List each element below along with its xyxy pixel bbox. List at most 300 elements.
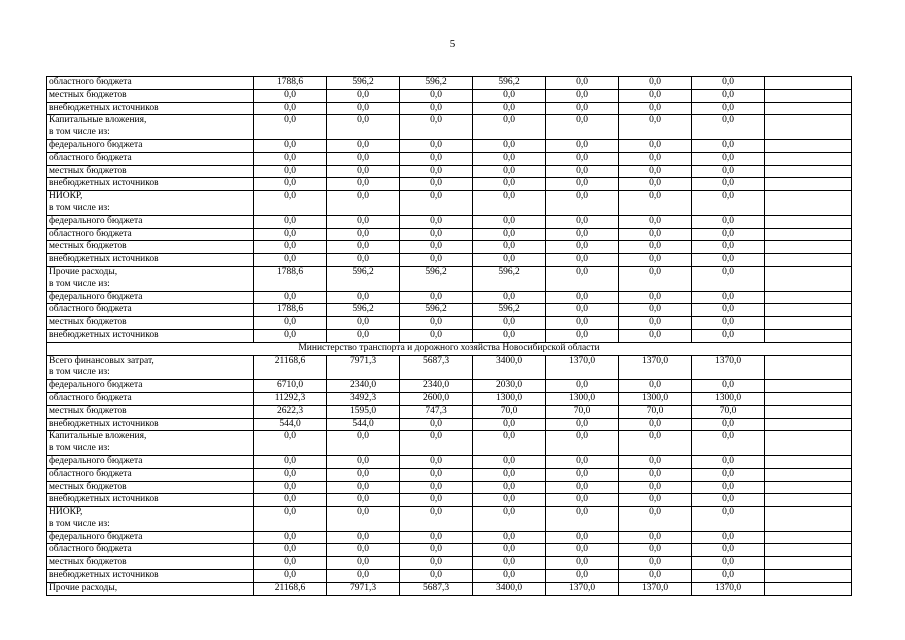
empty-cell [765,355,852,367]
group-header-row [47,115,852,127]
value-cell: 1788,6 [254,77,327,90]
row-sublabel: в том числе из: [47,367,254,379]
value-cell: 0,0 [400,215,473,228]
value-cell: 70,0 [546,405,619,418]
value-cell: 0,0 [546,468,619,481]
value-cell: 0,0 [327,455,400,468]
value-cell: 0,0 [692,468,765,481]
empty-cell [473,367,546,379]
value-cell: 5687,3 [400,355,473,367]
empty-cell [765,191,852,203]
table-body [47,77,852,596]
row-sublabel: в том числе из: [47,127,254,139]
value-cell: 0,0 [473,531,546,544]
value-cell: 596,2 [327,77,400,90]
empty-cell [400,127,473,139]
row-label: НИОКР, [47,191,254,203]
value-cell: 1300,0 [473,392,546,405]
table-row [47,241,852,254]
value-cell: 0,0 [254,89,327,102]
empty-cell [765,329,852,342]
table-row [47,481,852,494]
value-cell: 596,2 [400,77,473,90]
value-cell: 1370,0 [692,355,765,367]
empty-cell [765,77,852,90]
empty-cell [619,443,692,455]
value-cell: 0,0 [546,191,619,203]
row-label: федерального бюджета [47,380,254,393]
row-sublabel: в том числе из: [47,203,254,215]
value-cell: 5687,3 [400,582,473,595]
value-cell: 0,0 [400,115,473,127]
value-cell: 0,0 [254,165,327,178]
value-cell: 0,0 [619,494,692,507]
empty-cell [765,481,852,494]
table-row [47,291,852,304]
value-cell: 0,0 [692,531,765,544]
empty-cell [254,127,327,139]
empty-cell [765,519,852,531]
value-cell: 0,0 [546,266,619,278]
value-cell: 0,0 [619,317,692,330]
value-cell: 0,0 [473,317,546,330]
value-cell: 0,0 [546,165,619,178]
empty-cell [619,519,692,531]
empty-cell [473,279,546,291]
value-cell: 0,0 [327,570,400,583]
budget-table [46,76,852,596]
value-cell: 0,0 [254,544,327,557]
value-cell: 596,2 [400,266,473,278]
empty-cell [692,367,765,379]
row-sublabel: в том числе из: [47,519,254,531]
row-label: федерального бюджета [47,215,254,228]
value-cell: 1370,0 [546,582,619,595]
value-cell: 0,0 [546,89,619,102]
empty-cell [765,115,852,127]
value-cell: 0,0 [692,544,765,557]
value-cell: 0,0 [327,481,400,494]
value-cell: 596,2 [473,266,546,278]
value-cell: 0,0 [692,228,765,241]
value-cell: 3400,0 [473,355,546,367]
value-cell: 0,0 [546,115,619,127]
value-cell: 0,0 [546,102,619,115]
value-cell: 544,0 [327,418,400,431]
value-cell: 747,3 [400,405,473,418]
empty-cell [765,178,852,191]
empty-cell [765,367,852,379]
value-cell: 0,0 [473,241,546,254]
value-cell: 1300,0 [619,392,692,405]
group-subheader-row [47,367,852,379]
empty-cell [400,367,473,379]
value-cell: 1300,0 [692,392,765,405]
value-cell: 0,0 [546,557,619,570]
table-row [47,317,852,330]
value-cell: 0,0 [619,228,692,241]
row-label: местных бюджетов [47,481,254,494]
value-cell: 0,0 [473,152,546,165]
value-cell: 0,0 [473,507,546,519]
value-cell: 0,0 [400,178,473,191]
empty-cell [765,582,852,595]
value-cell: 596,2 [473,77,546,90]
value-cell: 0,0 [619,531,692,544]
value-cell: 0,0 [400,291,473,304]
empty-cell [765,570,852,583]
value-cell: 0,0 [546,418,619,431]
value-cell: 596,2 [473,304,546,317]
value-cell: 0,0 [327,557,400,570]
value-cell: 0,0 [254,557,327,570]
value-cell: 0,0 [254,139,327,152]
value-cell: 11292,3 [254,392,327,405]
value-cell: 0,0 [254,228,327,241]
empty-cell [765,139,852,152]
value-cell: 70,0 [692,405,765,418]
empty-cell [473,443,546,455]
value-cell: 0,0 [327,228,400,241]
table-row [47,89,852,102]
empty-cell [765,317,852,330]
empty-cell [692,203,765,215]
row-label: местных бюджетов [47,165,254,178]
value-cell: 0,0 [473,139,546,152]
empty-cell [619,203,692,215]
empty-cell [765,127,852,139]
empty-cell [254,519,327,531]
value-cell: 70,0 [473,405,546,418]
table-row [47,494,852,507]
row-label: Прочие расходы, [47,582,254,595]
value-cell: 0,0 [254,317,327,330]
value-cell: 0,0 [692,241,765,254]
table-row [47,455,852,468]
value-cell: 1370,0 [692,582,765,595]
row-label: местных бюджетов [47,405,254,418]
value-cell: 0,0 [692,431,765,443]
empty-cell [254,203,327,215]
value-cell: 0,0 [327,507,400,519]
value-cell: 0,0 [692,557,765,570]
empty-cell [692,127,765,139]
empty-cell [254,279,327,291]
empty-cell [765,304,852,317]
value-cell: 0,0 [546,481,619,494]
value-cell: 0,0 [400,570,473,583]
empty-cell [400,519,473,531]
row-label: местных бюджетов [47,89,254,102]
value-cell: 0,0 [473,228,546,241]
value-cell: 0,0 [400,557,473,570]
value-cell: 0,0 [546,531,619,544]
empty-cell [765,203,852,215]
value-cell: 0,0 [254,102,327,115]
empty-cell [327,519,400,531]
value-cell: 0,0 [327,215,400,228]
value-cell: 0,0 [692,152,765,165]
table-row [47,329,852,342]
value-cell: 0,0 [400,455,473,468]
value-cell: 0,0 [619,544,692,557]
row-label: Капитальные вложения, [47,115,254,127]
value-cell: 0,0 [473,329,546,342]
table-row [47,468,852,481]
value-cell: 0,0 [546,291,619,304]
value-cell: 3492,3 [327,392,400,405]
value-cell: 0,0 [546,241,619,254]
row-label: федерального бюджета [47,139,254,152]
value-cell: 21168,6 [254,582,327,595]
value-cell: 0,0 [254,431,327,443]
value-cell: 0,0 [619,304,692,317]
value-cell: 0,0 [546,494,619,507]
value-cell: 0,0 [619,291,692,304]
value-cell: 0,0 [473,115,546,127]
empty-cell [765,494,852,507]
value-cell: 0,0 [546,380,619,393]
group-subheader-row [47,127,852,139]
empty-cell [765,507,852,519]
empty-cell [327,443,400,455]
value-cell: 0,0 [327,468,400,481]
value-cell: 0,0 [473,215,546,228]
value-cell: 0,0 [692,570,765,583]
value-cell: 0,0 [546,178,619,191]
value-cell: 0,0 [546,317,619,330]
row-label: федерального бюджета [47,531,254,544]
empty-cell [254,443,327,455]
table-row [47,228,852,241]
value-cell: 0,0 [400,102,473,115]
value-cell: 0,0 [692,507,765,519]
value-cell: 0,0 [254,215,327,228]
value-cell: 0,0 [619,570,692,583]
value-cell: 0,0 [619,89,692,102]
empty-cell [765,380,852,393]
value-cell: 0,0 [692,455,765,468]
value-cell: 0,0 [400,431,473,443]
table-row [47,418,852,431]
empty-cell [546,443,619,455]
table-row [47,102,852,115]
value-cell: 70,0 [619,405,692,418]
value-cell: 0,0 [546,254,619,267]
value-cell: 0,0 [692,317,765,330]
value-cell: 2340,0 [400,380,473,393]
table-row [47,215,852,228]
value-cell: 1595,0 [327,405,400,418]
table-row [47,304,852,317]
table-row [47,380,852,393]
value-cell: 0,0 [473,418,546,431]
empty-cell [400,279,473,291]
value-cell: 0,0 [692,191,765,203]
value-cell: 0,0 [692,139,765,152]
value-cell: 0,0 [327,191,400,203]
value-cell: 0,0 [692,494,765,507]
empty-cell [254,367,327,379]
empty-cell [400,203,473,215]
table-row [47,77,852,90]
group-subheader-row [47,443,852,455]
value-cell: 0,0 [692,329,765,342]
value-cell: 0,0 [473,178,546,191]
value-cell: 0,0 [692,165,765,178]
value-cell: 0,0 [327,89,400,102]
value-cell: 0,0 [400,228,473,241]
empty-cell [765,89,852,102]
table-row [47,178,852,191]
empty-cell [692,279,765,291]
value-cell: 0,0 [327,102,400,115]
value-cell: 0,0 [619,139,692,152]
value-cell: 0,0 [619,266,692,278]
table-row [47,557,852,570]
row-label: областного бюджета [47,228,254,241]
value-cell: 0,0 [254,507,327,519]
value-cell: 1300,0 [546,392,619,405]
value-cell: 0,0 [327,531,400,544]
row-label: внебюджетных источников [47,418,254,431]
row-label: внебюджетных источников [47,102,254,115]
empty-cell [327,127,400,139]
value-cell: 0,0 [619,557,692,570]
empty-cell [765,468,852,481]
row-label: Всего финансовых затрат, [47,355,254,367]
value-cell: 0,0 [546,455,619,468]
table-row [47,570,852,583]
table-row [47,405,852,418]
value-cell: 0,0 [473,431,546,443]
value-cell: 0,0 [400,254,473,267]
value-cell: 0,0 [692,418,765,431]
empty-cell [765,254,852,267]
row-label: внебюджетных источников [47,494,254,507]
value-cell: 0,0 [473,468,546,481]
value-cell: 0,0 [327,241,400,254]
row-label: внебюджетных источников [47,178,254,191]
value-cell: 0,0 [619,165,692,178]
section-title: Министерство транспорта и дорожного хозяйства Новосибирской области [47,342,852,355]
table-row [47,139,852,152]
empty-cell [765,544,852,557]
value-cell: 0,0 [254,241,327,254]
empty-cell [765,266,852,278]
row-label: местных бюджетов [47,557,254,570]
value-cell: 0,0 [546,77,619,90]
value-cell: 0,0 [619,215,692,228]
value-cell: 0,0 [619,329,692,342]
value-cell: 0,0 [619,102,692,115]
value-cell: 0,0 [327,178,400,191]
value-cell: 0,0 [619,431,692,443]
value-cell: 0,0 [619,241,692,254]
value-cell: 0,0 [400,317,473,330]
value-cell: 0,0 [400,165,473,178]
value-cell: 0,0 [692,102,765,115]
empty-cell [765,557,852,570]
empty-cell [765,392,852,405]
value-cell: 0,0 [473,494,546,507]
page-number: 5 [449,38,456,50]
value-cell: 0,0 [473,481,546,494]
value-cell: 0,0 [619,468,692,481]
empty-cell [765,228,852,241]
value-cell: 0,0 [327,254,400,267]
value-cell: 0,0 [473,291,546,304]
empty-cell [765,241,852,254]
value-cell: 596,2 [327,266,400,278]
value-cell: 0,0 [546,228,619,241]
empty-cell [327,203,400,215]
value-cell: 2340,0 [327,380,400,393]
empty-cell [473,127,546,139]
value-cell: 0,0 [692,89,765,102]
table-row [47,165,852,178]
value-cell: 3400,0 [473,582,546,595]
value-cell: 0,0 [400,481,473,494]
value-cell: 0,0 [327,317,400,330]
value-cell: 1370,0 [619,582,692,595]
empty-cell [765,455,852,468]
value-cell: 0,0 [619,481,692,494]
empty-cell [400,443,473,455]
value-cell: 0,0 [692,380,765,393]
empty-cell [765,102,852,115]
value-cell: 0,0 [400,329,473,342]
value-cell: 0,0 [546,329,619,342]
value-cell: 0,0 [254,152,327,165]
empty-cell [546,279,619,291]
row-label: внебюджетных источников [47,329,254,342]
table-row [47,254,852,267]
empty-cell [765,165,852,178]
value-cell: 0,0 [400,544,473,557]
group-header-row [47,266,852,278]
row-label: Капитальные вложения, [47,431,254,443]
value-cell: 0,0 [692,115,765,127]
value-cell: 0,0 [327,544,400,557]
empty-cell [692,443,765,455]
value-cell: 0,0 [254,531,327,544]
value-cell: 2622,3 [254,405,327,418]
value-cell: 0,0 [473,544,546,557]
group-subheader-row [47,519,852,531]
value-cell: 0,0 [692,266,765,278]
value-cell: 0,0 [619,380,692,393]
value-cell: 0,0 [473,570,546,583]
value-cell: 0,0 [254,115,327,127]
value-cell: 0,0 [327,494,400,507]
row-label: областного бюджета [47,304,254,317]
row-sublabel: в том числе из: [47,279,254,291]
empty-cell [619,127,692,139]
row-sublabel: в том числе из: [47,443,254,455]
value-cell: 0,0 [619,115,692,127]
value-cell: 0,0 [254,494,327,507]
value-cell: 1370,0 [546,355,619,367]
value-cell: 0,0 [546,152,619,165]
value-cell: 544,0 [254,418,327,431]
row-label: областного бюджета [47,468,254,481]
value-cell: 0,0 [546,544,619,557]
value-cell: 0,0 [400,468,473,481]
value-cell: 0,0 [692,304,765,317]
value-cell: 0,0 [473,455,546,468]
value-cell: 1788,6 [254,304,327,317]
